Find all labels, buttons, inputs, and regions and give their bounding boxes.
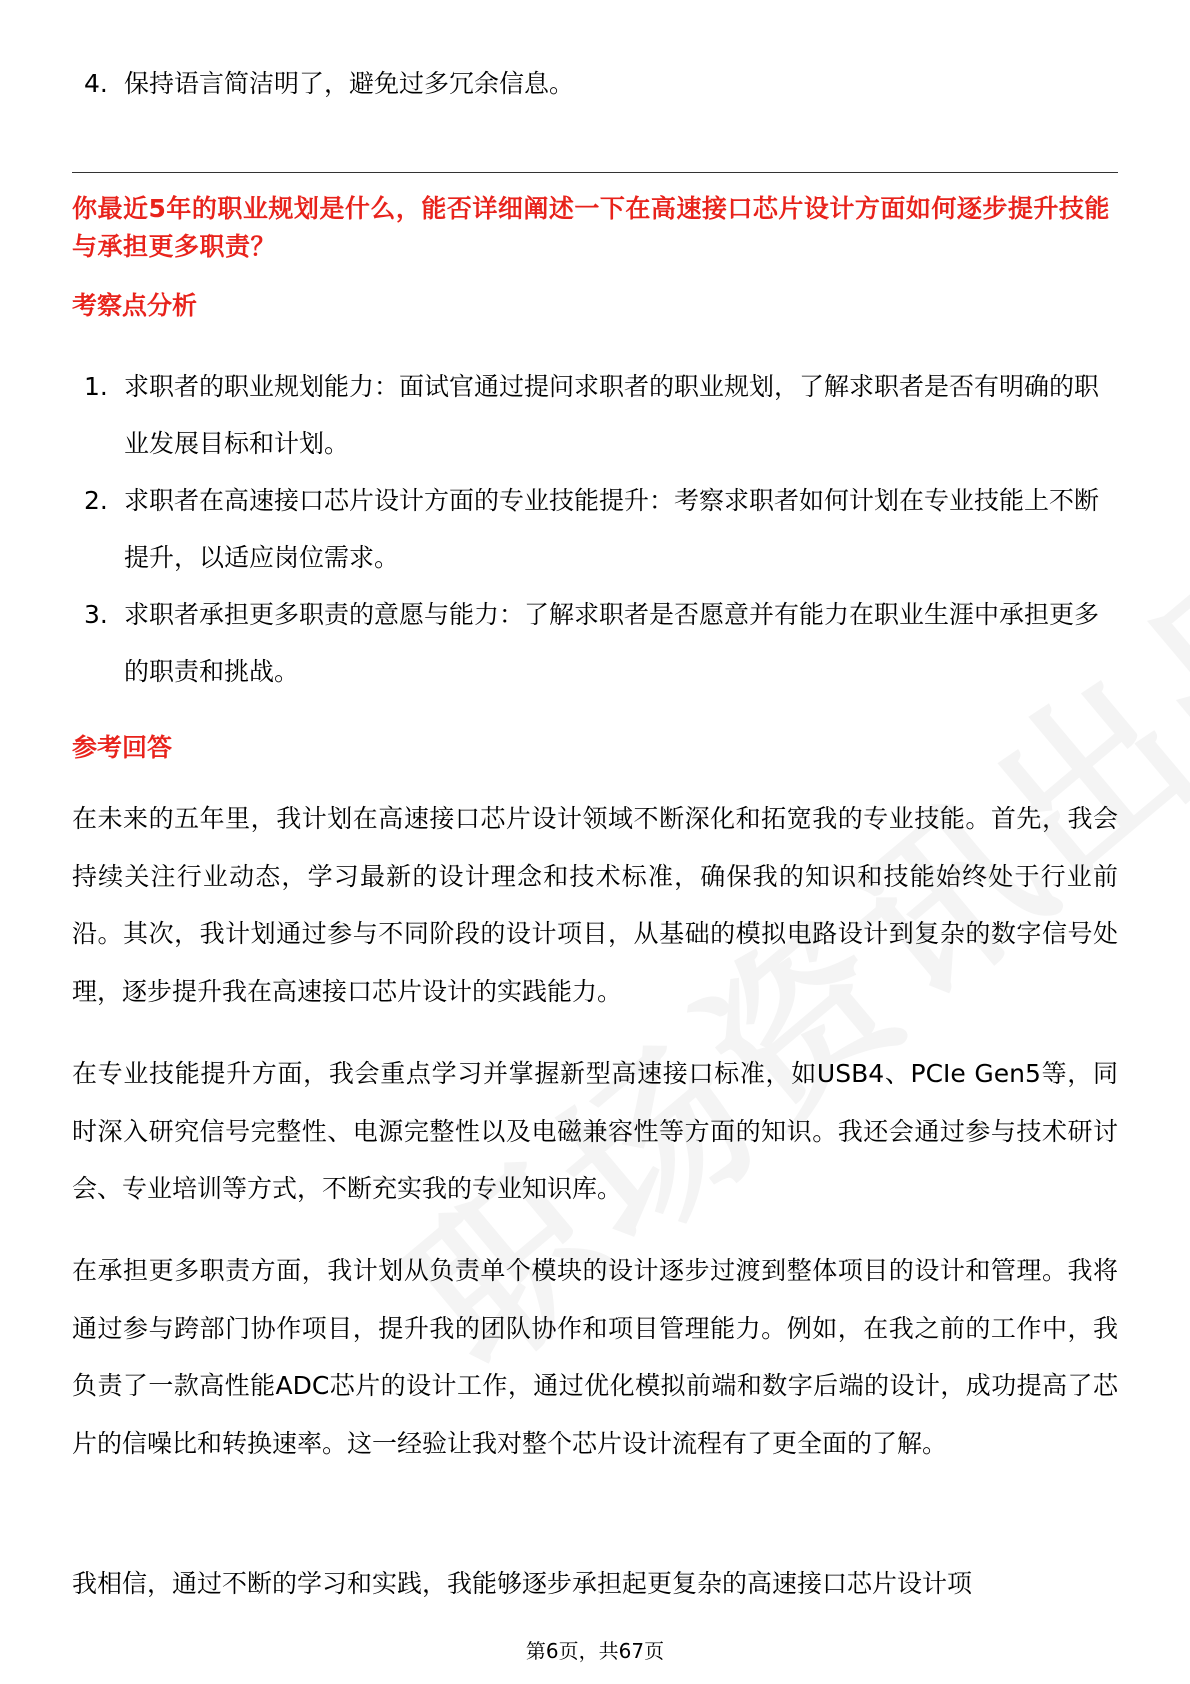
answer-paragraph-1: 在未来的五年里，我计划在高速接口芯片设计领域不断深化和拓宽我的专业技能。首先，我会持续关注行业动态，学习最新的设计理念和技术标准，确保我的知识和技能始终处于行业前沿。其次，我计划通过参与不同阶段的设计项目，从基础的模拟电路设计到复杂的数字信号处理，逐步提升我在高速接口芯片设计的实践能力。 [72, 804, 1118, 1006]
analysis-item-1 [72, 358, 1118, 472]
list-item-number: 2. [84, 486, 108, 515]
page-footer: 第6页，共67页 [525, 1639, 665, 1663]
analysis-list [72, 358, 1118, 700]
list-item-number: 3. [84, 600, 108, 629]
answer-paragraph-2: 在专业技能提升方面，我会重点学习并掌握新型高速接口标准，如USB4、PCIe Gen5等，同时深入研究信号完整性、电源完整性以及电磁兼容性等方面的知识。我还会通过参与技术研讨会、专业培训等方式，不断充实我的专业知识库。 [72, 1059, 1118, 1203]
list-item-4 [72, 66, 574, 102]
list-item-text: 求职者在高速接口芯片设计方面的专业技能提升：考察求职者如何计划在专业技能上不断提升，以适应岗位需求。 [124, 486, 1100, 572]
document-page [72, 0, 1118, 1684]
list-item-text: 保持语言简洁明了，避免过多冗余信息。 [124, 69, 575, 98]
question-heading: 你最近5年的职业规划是什么，能否详细阐述一下在高速接口芯片设计方面如何逐步提升技能与承担更多职责？ [72, 194, 1110, 261]
answer-title: 参考回答 [72, 733, 173, 762]
answer-paragraph-4: 我相信，通过不断的学习和实践，我能够逐步承担起更复杂的高速接口芯片设计项 [72, 1569, 973, 1598]
answer-paragraph-3: 在承担更多职责方面，我计划从负责单个模块的设计逐步过渡到整体项目的设计和管理。我将通过参与跨部门协作项目，提升我的团队协作和项目管理能力。例如，在我之前的工作中，我负责了一款高性能ADC芯片的设计工作，通过优化模拟前端和数字后端的设计，成功提高了芯片的信噪比和转换速率。这一经验让我对整个芯片设计流程有了更全面的了解。 [72, 1256, 1118, 1458]
analysis-title: 考察点分析 [72, 291, 198, 320]
list-item-text: 求职者的职业规划能力：面试官通过提问求职者的职业规划，了解求职者是否有明确的职业发展目标和计划。 [124, 372, 1100, 458]
analysis-item-2 [72, 472, 1118, 586]
section-divider [72, 172, 1118, 173]
analysis-item-3 [72, 586, 1118, 700]
list-item-number: 4. [84, 69, 108, 98]
list-item-text: 求职者承担更多职责的意愿与能力：了解求职者是否愿意并有能力在职业生涯中承担更多的职责和挑战。 [124, 600, 1100, 686]
list-item-number: 1. [84, 372, 108, 401]
